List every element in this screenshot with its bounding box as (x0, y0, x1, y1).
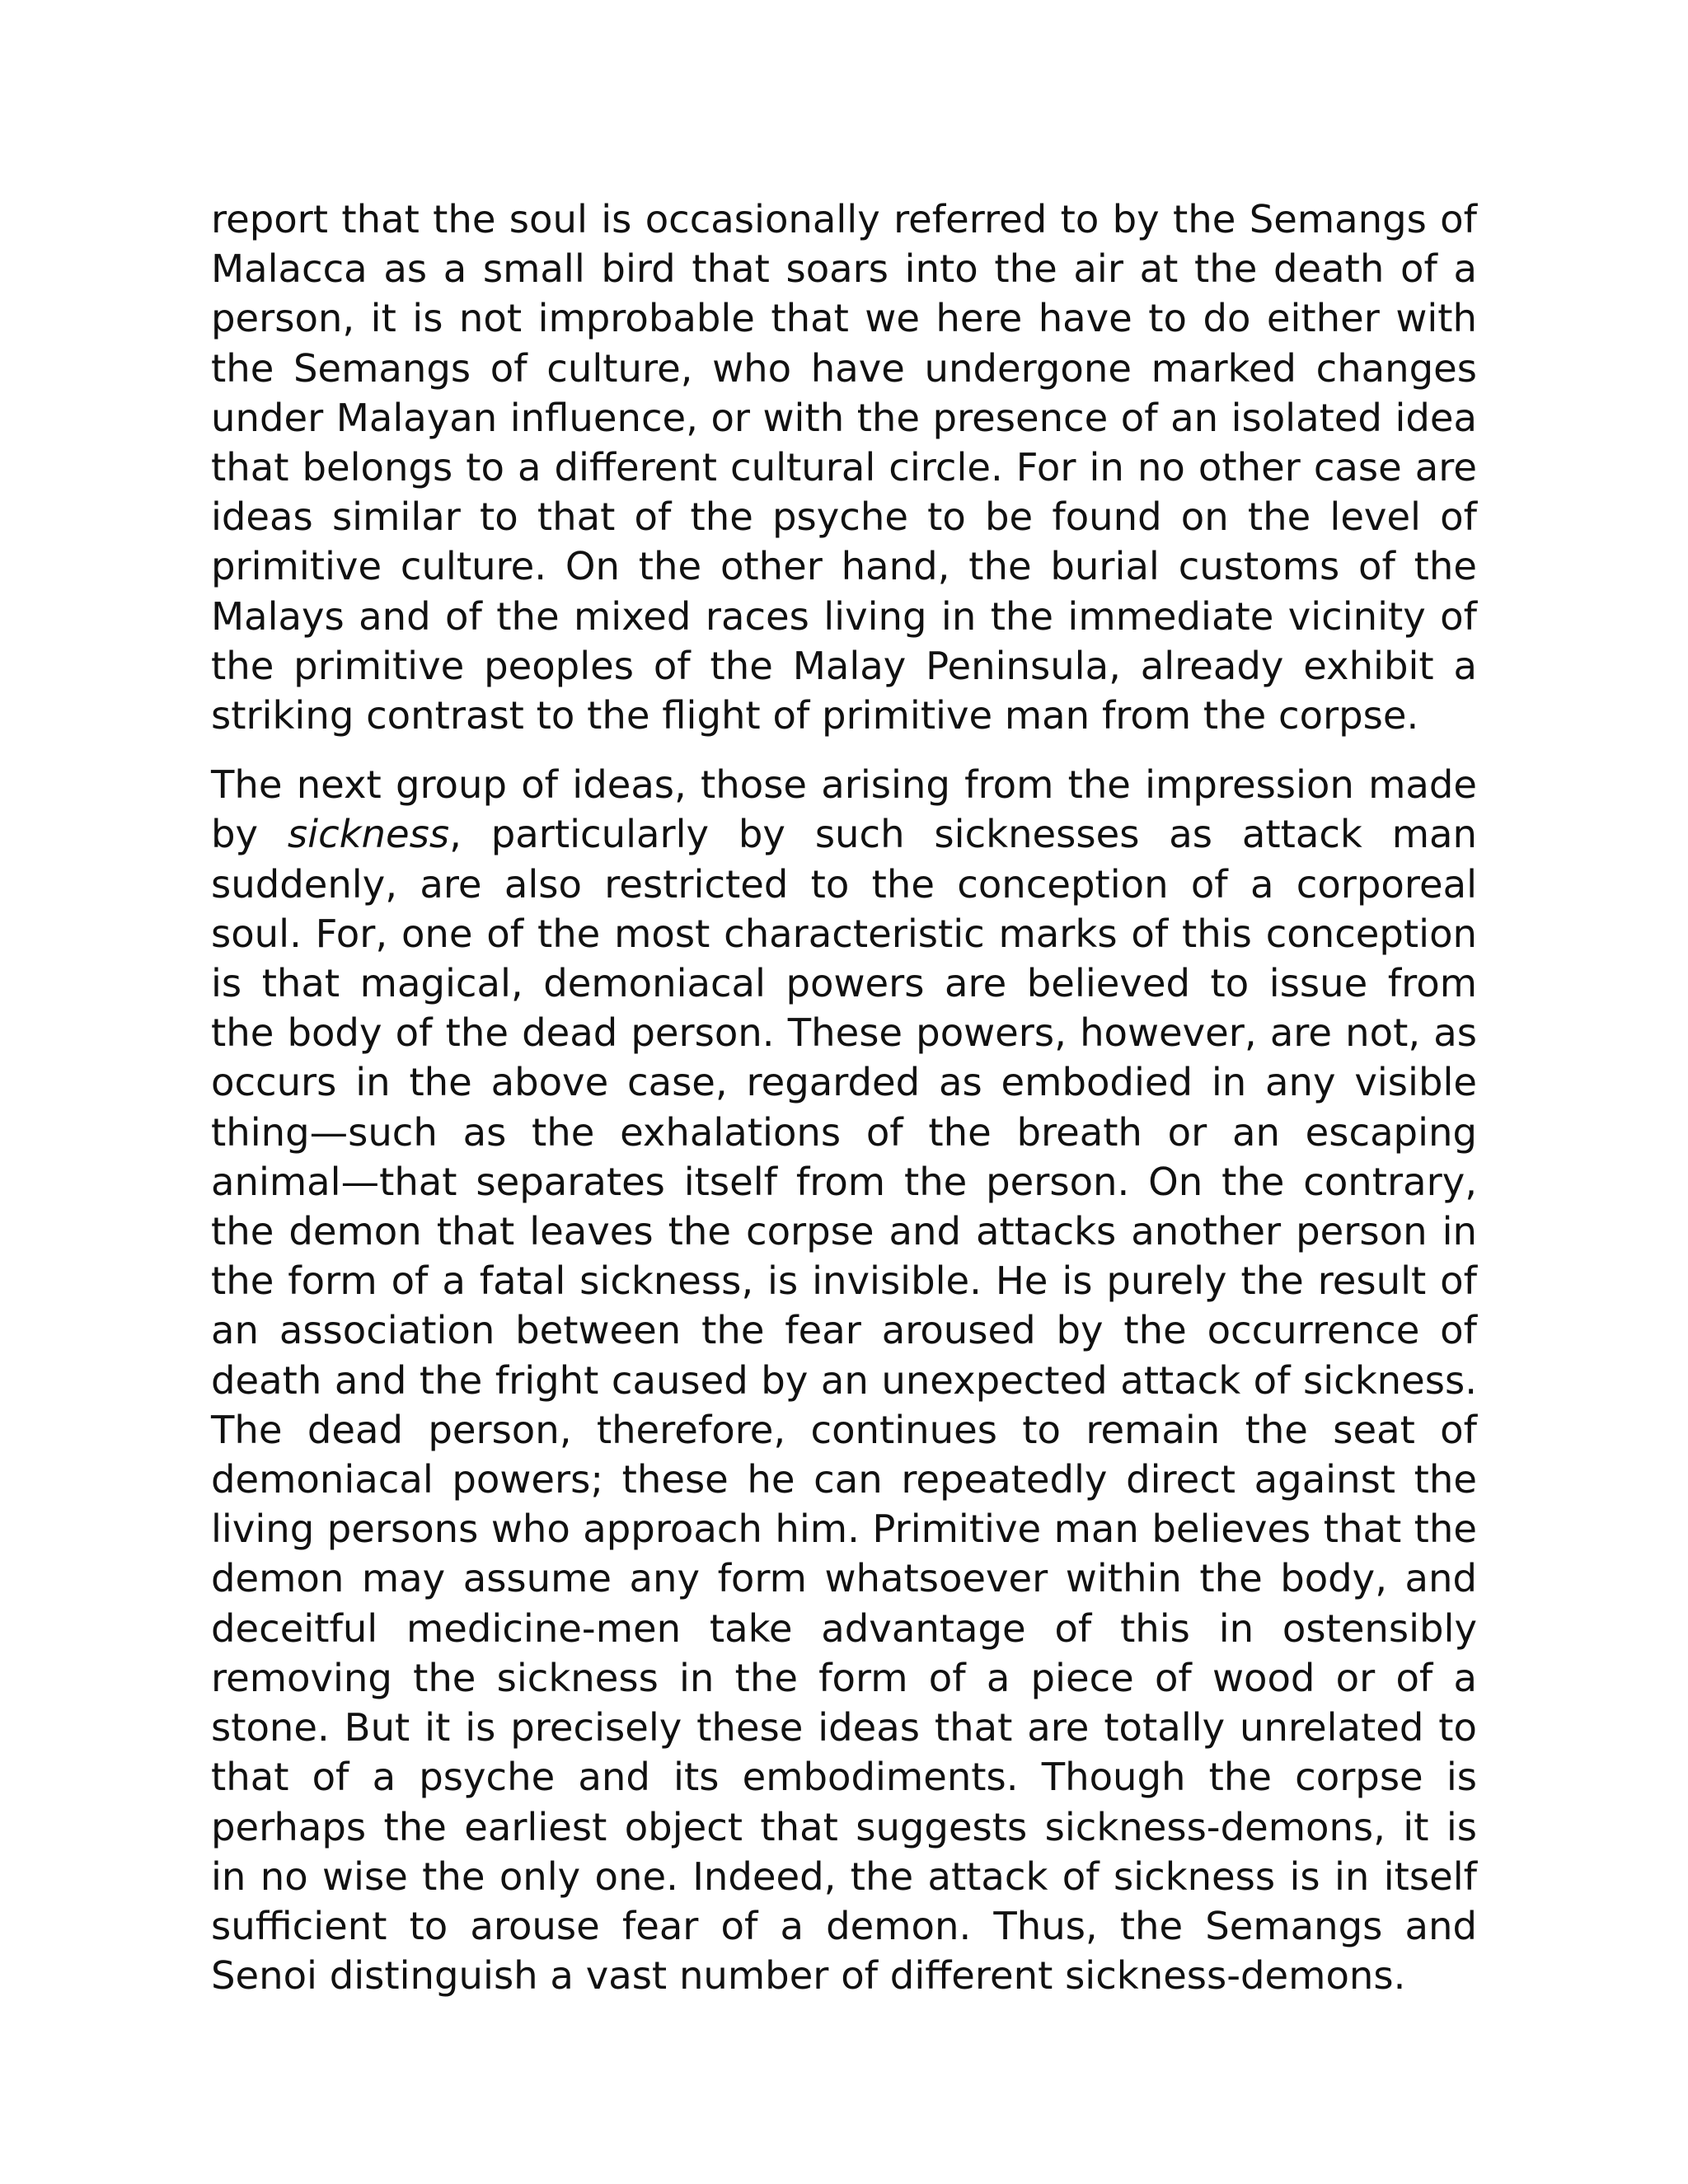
paragraph-2-lead: The next group of ideas, those arising from the impression made by (211, 762, 1477, 857)
paragraph-1-text: report that the soul is occasionally referred to by the Semangs of Malacca as a small bird that soars into the air at the death of a person, it is not improbable that we here have to do either with the Semangs of culture, who have undergone marked changes under Malayan influence, or with the presence of an isolated idea that belongs to a different cultural circle. For in no other case are ideas similar to that of the psyche to be found on the level of primitive culture. On the other hand, the burial customs of the Malays and of the mixed races living in the immediate vicinity of the primitive peoples of the Malay Peninsula, already exhibit a striking contrast to the flight of primitive man from the corpse. (211, 197, 1477, 738)
paragraph-2-text: , particularly by such sicknesses as attack man suddenly, are also restricted to the conception of a corporeal soul. For, one of the most characteristic marks of this conception is that magical, demoniacal powers are believed to issue from the body of the dead person. These powers, however, are not, as occurs in the above case, regarded as embodied in any visible thing—such as the exhalations of the breath or an escaping animal—that separates itself from the person. On the contrary, the demon that leaves the corpse and attacks another person in the form of a fatal sickness, is invisible. He is purely the result of an association between the fear aroused by the occurrence of death and the fright caused by an unexpected attack of sickness. The dead person, therefore, continues to remain the seat of demoniacal powers; these he can repeatedly direct against the living persons who approach him. Primitive man believes that the demon may assume any form whatsoever within the body, and deceitful medicine-men take advantage of this in ostensibly removing the sickness in the form of a piece of wood or of a stone. But it is precisely these ideas that are totally unrelated to that of a psyche and its embodiments. Though the corpse is perhaps the earliest object that suggests sickness-demons, it is in no wise the only one. Indeed, the attack of sickness is in itself sufficient to arouse fear of a demon. Thus, the Semangs and Senoi distinguish a vast number of different sickness-demons. (211, 812, 1477, 1999)
emphasis-sickness: sickness (287, 812, 450, 857)
paragraph-1 (211, 194, 1477, 740)
paragraph-2 (211, 760, 1477, 2000)
document-page (211, 194, 1477, 2000)
